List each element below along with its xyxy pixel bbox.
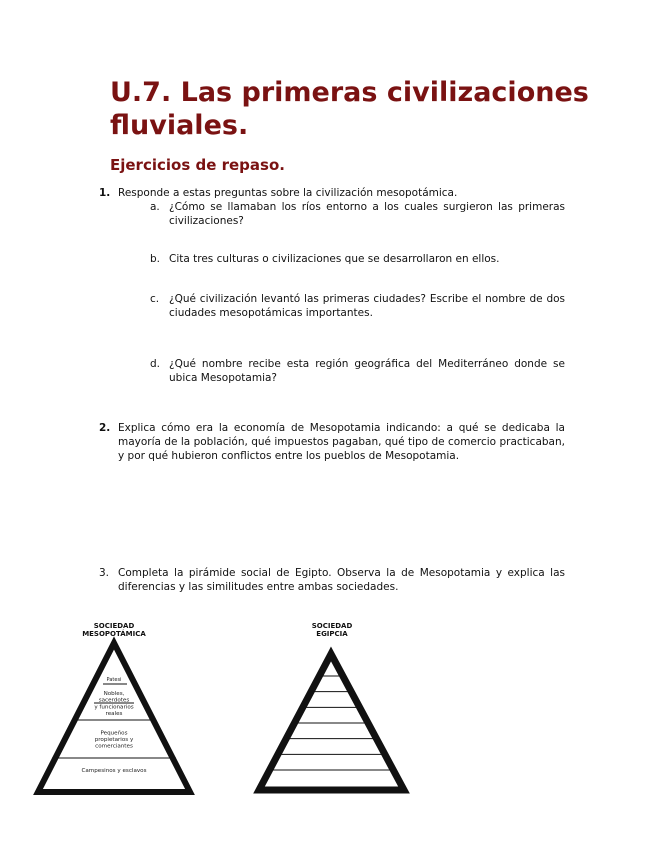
subquestion-text: Cita tres culturas o civilizaciones que se desarrollaron en ellos. — [169, 253, 500, 265]
question-number: 2. — [99, 422, 111, 434]
subquestion-letter: a. — [150, 201, 160, 213]
page-title: U.7. Las primeras civilizaciones fluviales. — [110, 77, 589, 141]
pyramid-level-text: Nobles, — [103, 691, 125, 698]
question-number: 1. — [99, 187, 111, 199]
section-subtitle: Ejercicios de repaso. — [110, 156, 285, 174]
pyramid-level-text: propietarios y — [94, 737, 134, 743]
subquestion-letter: d. — [150, 358, 161, 370]
pyramid-empty-rows — [272, 676, 390, 770]
question-text: Responde a estas preguntas sobre la civilización mesopotámica. — [118, 187, 458, 199]
subquestion-letter: c. — [150, 293, 160, 305]
subquestion-text: ¿Qué civilización levantó las primeras ciudades? Escribe el nombre de dos ciudades mesopotámicas importantes. — [169, 293, 565, 319]
pyramid-level-text: y funcionarios — [94, 704, 134, 711]
question-text: Completa la pirámide social de Egipto. Observa la de Mesopotamia y explica las diferencias y las similitudes entre ambas sociedades. — [118, 567, 565, 593]
label-line: EGIPCIA — [316, 630, 348, 638]
question-number: 3. — [99, 567, 110, 579]
pyramid-mesopotamia — [38, 643, 190, 792]
pyramid-egypt — [259, 654, 404, 790]
subquestion-text: ¿Cómo se llamaban los ríos entorno a los cuales surgieron las primeras civilizaciones? — [169, 201, 565, 227]
pyramid-level-text: reales — [105, 710, 123, 717]
subquestion-text: ¿Qué nombre recibe esta región geográfica del Mediterráneo donde se ubica Mesopotamia? — [169, 358, 565, 384]
pyramid-level-text: Patesi — [106, 677, 122, 683]
pyramid-level-text: Campesinos y esclavos — [81, 768, 147, 774]
pyramid-level-text: sacerdotes — [98, 697, 130, 704]
pyramid-level-text: Pequeños — [100, 730, 128, 737]
label-line: SOCIEDAD — [93, 622, 135, 630]
question-text: Explica cómo era la economía de Mesopotamia indicando: a qué se dedicaba la mayoría de la población, qué impuestos pagaban, qué tipo de comercio practicaban, y por qué hubieron conflictos entre los pueblos de Mesopotamia. — [118, 422, 565, 462]
pyramid-level-text: comerciantes — [95, 743, 133, 750]
subquestion-letter: b. — [150, 253, 161, 265]
label-line: MESOPOTÁMICA — [82, 630, 146, 638]
label-line: SOCIEDAD — [311, 622, 353, 630]
